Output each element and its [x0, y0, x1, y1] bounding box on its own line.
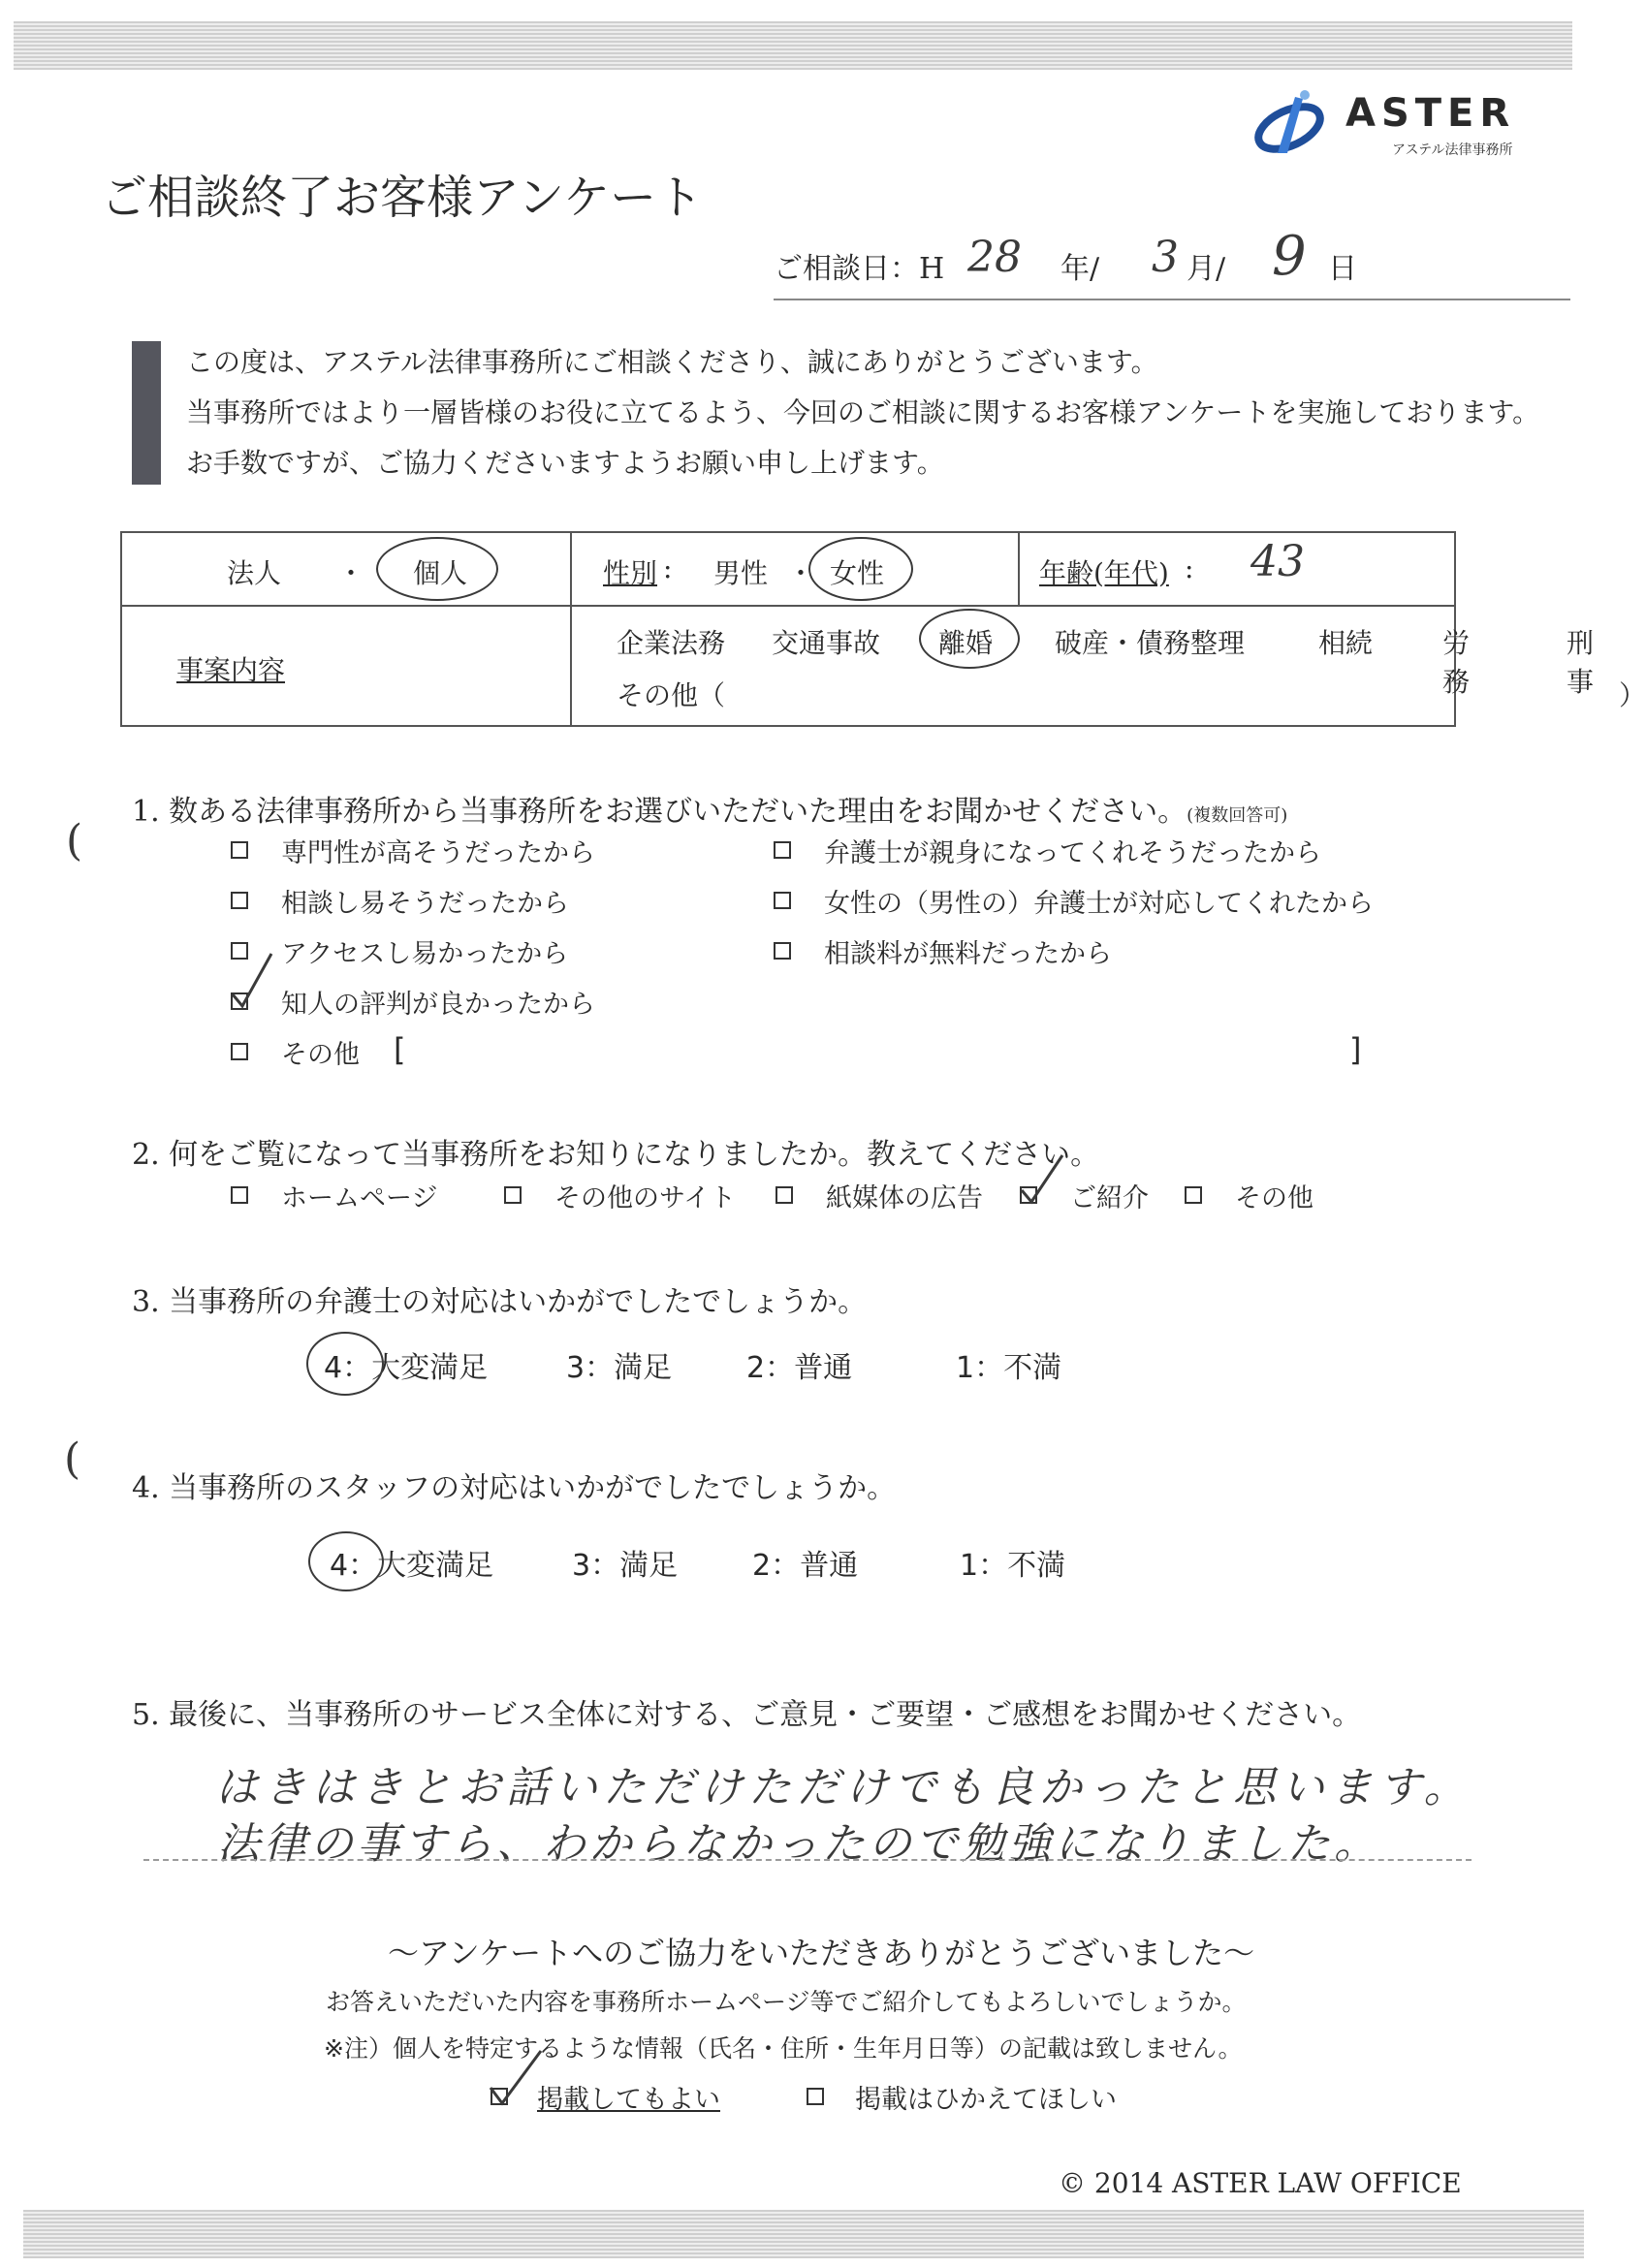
male-label: 男性 [713, 557, 769, 589]
case-type-corporate: 企業法務 [617, 627, 726, 659]
q2-option-homepage: ホームページ [281, 1183, 438, 1213]
case-type-inheritance: 相続 [1318, 627, 1374, 659]
case-type-criminal: 刑事 [1567, 627, 1595, 698]
age-label: 年齢(年代) [1039, 557, 1169, 589]
q1-other-bracket-open: [ [394, 1031, 406, 1068]
allow-publish-label: 掲載してもよい [537, 2085, 720, 2115]
bottom-stripe [23, 2210, 1584, 2258]
q3-option-dissatisfied[interactable]: 1：不満 [956, 1351, 1062, 1385]
individual-label: 個人 [413, 557, 468, 589]
q1-checkbox-expertise[interactable] [231, 841, 248, 859]
q2-option-print-ad: 紙媒体の広告 [826, 1183, 983, 1213]
q2-title: 2. 何をご覧になって当事務所をお知りになりましたか。教えてください。 [132, 1138, 1100, 1172]
q1-checkbox-free[interactable] [774, 942, 791, 960]
logo-mark-icon [1249, 85, 1326, 163]
checkmark-icon [487, 2047, 545, 2105]
q4-option-dissatisfied[interactable]: 1：不満 [960, 1549, 1066, 1583]
case-type-other: その他（ [617, 679, 726, 711]
q3-option-very-satisfied[interactable]: 4：大変満足 [324, 1351, 489, 1385]
q1-checkbox-easy-consult[interactable] [231, 892, 248, 909]
q2-checkbox-print-ad[interactable] [776, 1186, 793, 1204]
deny-publish-checkbox[interactable] [807, 2088, 824, 2105]
client-type-cell [121, 532, 571, 606]
permission-question: お答えいただいた内容を事務所ホームページ等でご紹介してもよろしいでしょうか。 [326, 1988, 1247, 2016]
age-colon: : [1185, 552, 1194, 584]
q1-question: 1. 数ある法律事務所から当事務所をお選びいただいた理由をお聞かせください。 [132, 795, 1187, 829]
q2-checkbox-other-site[interactable] [504, 1186, 522, 1204]
individual-circle [376, 537, 498, 601]
intro-line-1: この度は、アステル法律事務所にご相談くださり、誠にありがとうございます。 [186, 346, 1158, 378]
q1-title [132, 787, 1287, 830]
female-circle [808, 537, 913, 601]
top-stripe [14, 21, 1572, 70]
q1-option-easy-consult: 相談し易そうだったから [281, 889, 569, 919]
q2-option-referral: ご紹介 [1070, 1183, 1149, 1213]
intro-sidebar-bar [132, 341, 161, 485]
q2-checkbox-other[interactable] [1185, 1186, 1202, 1204]
q1-option-access: アクセスし易かったから [281, 939, 569, 969]
margin-mark: ( [66, 816, 83, 866]
q1-option-other: その他 [281, 1040, 360, 1070]
case-label-cell [121, 606, 571, 726]
q1-note: (複数回答可) [1187, 805, 1288, 826]
age-cell [1019, 532, 1455, 606]
info-table [120, 531, 1646, 727]
q1-checkbox-gender-lawyer[interactable] [774, 892, 791, 909]
q3-selected-circle [306, 1332, 384, 1396]
checkmark-icon [229, 950, 277, 1008]
consultation-date [774, 225, 1570, 300]
case-type-divorce: 離婚 [938, 627, 994, 659]
q1-checkbox-other[interactable] [231, 1043, 248, 1060]
answer-ruled-line [143, 1859, 1472, 1861]
gender-colon: : [663, 552, 673, 584]
date-month-unit: 月/ [1187, 252, 1226, 286]
date-day-unit: 日 [1328, 252, 1357, 286]
q4-selected-circle [308, 1531, 384, 1591]
checkmark-icon [1018, 1153, 1066, 1212]
date-day: 9 [1272, 225, 1307, 288]
q4-option-normal[interactable]: 2：普通 [752, 1549, 859, 1583]
date-month: 3 [1152, 233, 1179, 282]
q1-option-free: 相談料が無料だったから [824, 939, 1112, 969]
q1-option-gender-lawyer: 女性の（男性の）弁護士が対応してくれたから [824, 889, 1374, 919]
q1-option-reputation: 知人の評判が良かったから [281, 990, 595, 1020]
case-type-other-close: ） [1619, 679, 1646, 711]
q3-title: 3. 当事務所の弁護士の対応はいかがでしたでしょうか。 [132, 1285, 868, 1319]
corporate-label: 法人 [227, 557, 282, 589]
age-value: 43 [1250, 537, 1305, 586]
case-type-labor: 労務 [1442, 627, 1471, 698]
case-types-cell [571, 606, 1646, 726]
intro-line-3: お手数ですが、ご協力くださいますようお願い申し上げます。 [186, 447, 944, 479]
privacy-note: ※注）個人を特定するような情報（氏名・住所・生年月日等）の記載は致しません。 [324, 2034, 1243, 2063]
divorce-circle [919, 609, 1020, 669]
copyright: © 2014 ASTER LAW OFFICE [1059, 2167, 1462, 2199]
separator-dot: ・ [787, 557, 815, 589]
q5-answer-line-2: 法律の事すら、わからなかったので勉強になりました。 [217, 1819, 1380, 1869]
q4-option-satisfied[interactable]: 3：満足 [572, 1549, 679, 1583]
q1-option-expertise: 専門性が高そうだったから [281, 838, 595, 868]
q3-option-satisfied[interactable]: 3：満足 [566, 1351, 673, 1385]
page-title: ご相談終了お客様アンケート [101, 171, 704, 225]
q2-option-other-site: その他のサイト [554, 1183, 737, 1213]
q4-title: 4. 当事務所のスタッフの対応はいかがでしたでしょうか。 [132, 1471, 897, 1505]
gender-cell [571, 532, 1019, 606]
q1-other-bracket-close: ] [1349, 1031, 1362, 1068]
female-label: 女性 [830, 557, 885, 589]
q2-checkbox-homepage[interactable] [231, 1186, 248, 1204]
case-type-traffic: 交通事故 [772, 627, 881, 659]
q4-option-very-satisfied[interactable]: 4：大変満足 [330, 1549, 494, 1583]
margin-mark: ( [64, 1434, 81, 1484]
deny-publish-label: 掲載はひかえてほしい [855, 2085, 1117, 2115]
q2-option-other: その他 [1235, 1183, 1314, 1213]
gender-label: 性別 [603, 557, 658, 589]
q1-checkbox-caring[interactable] [774, 841, 791, 859]
case-type-bankruptcy: 破産・債務整理 [1055, 627, 1246, 659]
intro-line-2: 当事務所ではより一層皆様のお役に立てるよう、今回のご相談に関するお客様アンケートを実施しております。 [186, 396, 1540, 428]
thanks-message: ～アンケートへのご協力をいただきありがとうございました～ [388, 1935, 1255, 1971]
aster-logo [1249, 85, 1530, 163]
q5-answer-line-1: はきはきとお話いただけただけでも良かったと思います。 [215, 1763, 1472, 1812]
logo-name: ASTER [1345, 91, 1516, 136]
logo-subtitle: アステル法律事務所 [1392, 142, 1513, 158]
q3-option-normal[interactable]: 2：普通 [746, 1351, 853, 1385]
q1-option-caring: 弁護士が親身になってくれそうだったから [824, 838, 1321, 868]
date-prefix: ご相談日：H [774, 252, 945, 286]
q5-title: 5. 最後に、当事務所のサービス全体に対する、ご意見・ご要望・ご感想をお聞かせください。 [132, 1698, 1362, 1732]
date-year-unit: 年/ [1060, 252, 1100, 286]
case-label: 事案内容 [176, 654, 286, 686]
date-year: 28 [967, 233, 1022, 282]
separator-dot: ・ [337, 557, 365, 589]
